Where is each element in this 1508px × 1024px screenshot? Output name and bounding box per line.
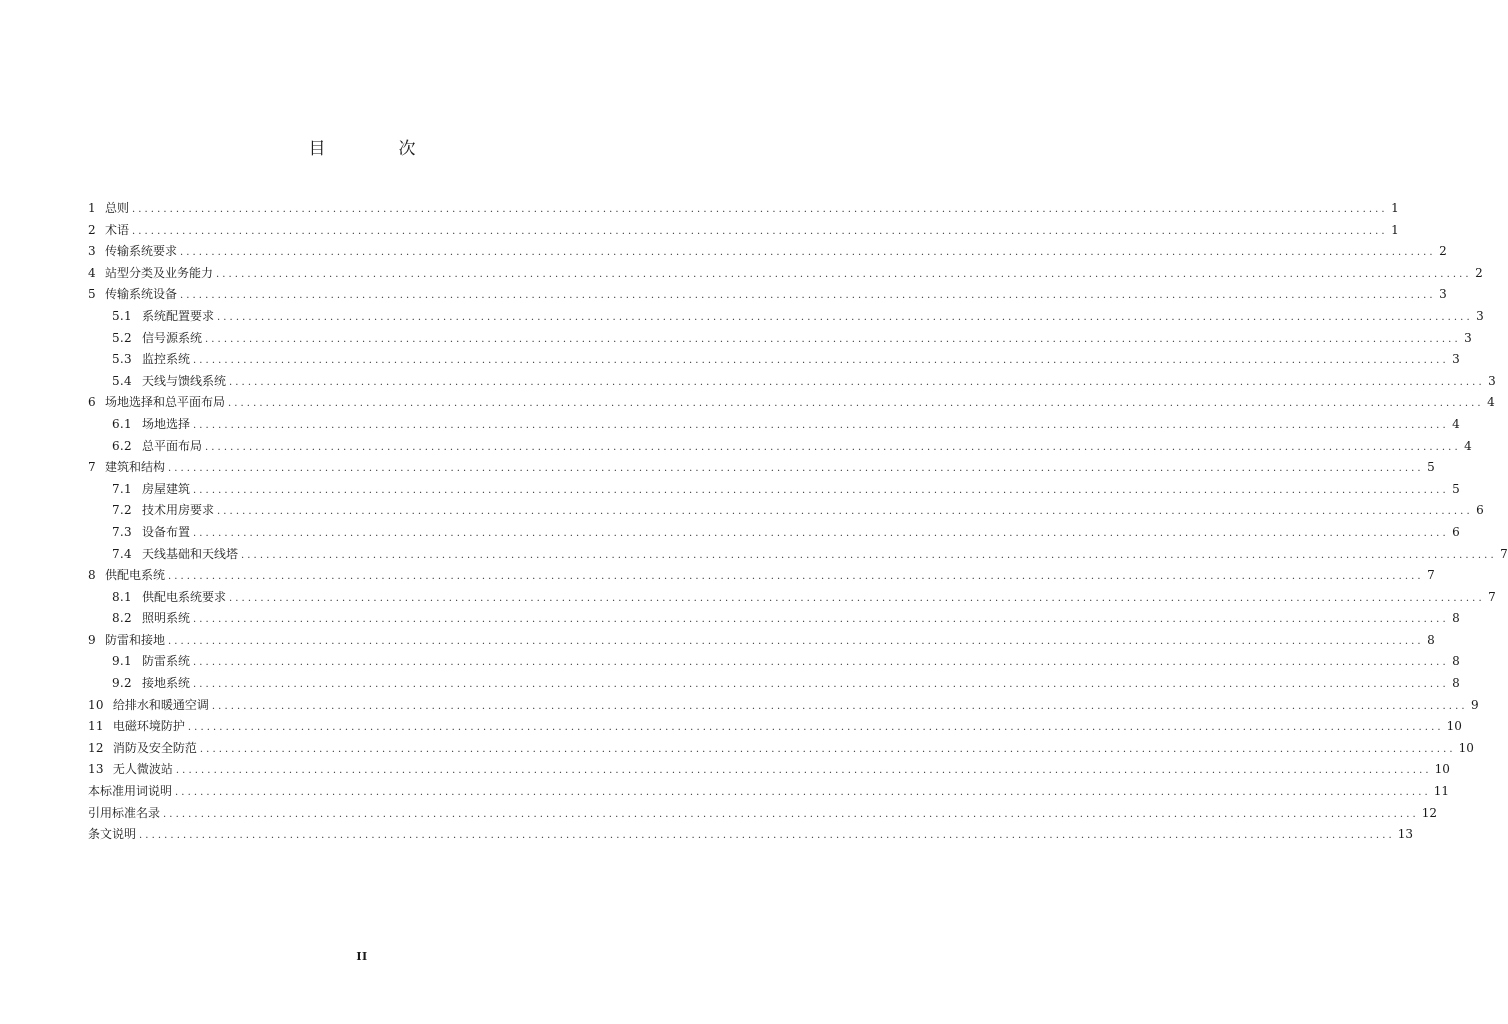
toc-entry-number: 7.3 [112,524,132,539]
toc-entry-number: 5.4 [112,373,132,388]
toc-entry-label: 消防及安全防范 [112,740,197,755]
toc-entry-label: 防雷和接地 [104,632,165,647]
toc-entry-number: 13 [88,762,104,777]
toc-entry[interactable] [88,436,1472,458]
toc-entry-page: 4 [1487,395,1495,410]
toc-entry-label: 无人微波站 [112,762,173,777]
toc-entry-label: 总则 [104,201,129,215]
toc-entry[interactable] [88,284,1447,306]
toc-entry-number: 8 [88,568,96,583]
toc-entry-page: 10 [1434,762,1450,777]
toc-entry-page: 2 [1475,265,1483,280]
toc-entry[interactable] [88,306,1484,328]
toc-dot-leader: ........................................................................................................................................................................................................ [131,225,1388,237]
toc-entry-number: 7.1 [112,481,132,496]
toc-entry[interactable] [88,673,1460,695]
toc-entry-number: 6.2 [112,438,132,453]
toc-entry[interactable] [88,349,1460,371]
toc-entry[interactable] [88,695,1479,717]
toc-entry-page: 8 [1452,676,1460,691]
toc-dot-leader: ........................................................................................................................................................................................................ [175,787,1431,799]
toc-entry-page: 10 [1458,740,1474,755]
toc-entry-label: 天线基础和天线塔 [141,546,238,561]
toc-entry-number: 9.1 [112,654,132,669]
toc-entry-number: 9.2 [112,676,132,691]
toc-entry[interactable] [88,414,1460,436]
toc-entry-label: 照明系统 [141,611,190,626]
toc-dot-leader: ........................................................................................................................................................................................................ [139,830,1395,842]
toc-entry-page: 8 [1452,654,1460,669]
toc-entry-label: 房屋建筑 [141,481,190,496]
toc-dot-leader: ........................................................................................................................................................................................................ [193,484,1449,496]
toc-dot-leader: ........................................................................................................................................................................................................ [205,333,1461,345]
toc-entry-number: 7.2 [112,503,132,518]
toc-entry[interactable] [88,220,1399,242]
toc-entry[interactable] [88,457,1435,479]
toc-dot-leader: ........................................................................................................................................................................................................ [217,506,1473,518]
toc-entry-page: 7 [1488,589,1496,604]
toc-entry-page: 6 [1476,503,1484,518]
toc-dot-leader: ........................................................................................................................................................................................................ [163,808,1419,820]
toc-dot-leader: ........................................................................................................................................................................................................ [193,355,1449,367]
toc-entry-label: 信号源系统 [141,330,202,345]
toc-entry[interactable] [88,522,1460,544]
toc-entry-number: 6 [88,395,96,410]
toc-entry-label: 供配电系统要求 [141,589,226,604]
toc-entry-label: 供配电系统 [104,568,165,583]
toc-dot-leader: ........................................................................................................................................................................................................ [211,700,1468,712]
toc-entry-page: 2 [1439,244,1447,259]
toc-entry-page: 1 [1391,222,1399,237]
toc-entry-label: 术语 [104,222,129,237]
toc-entry[interactable] [88,371,1496,393]
toc-dot-leader: ........................................................................................................................................................................................................ [187,722,1444,734]
toc-dot-leader: ........................................................................................................................................................................................................ [227,398,1484,410]
toc-dot-leader: ........................................................................................................................................................................................................ [229,376,1485,388]
toc-entry[interactable] [88,738,1474,760]
toc-title: 目 次 [308,139,444,159]
toc-dot-leader: ........................................................................................................................................................................................................ [179,247,1436,259]
toc-entry-number: 3 [88,244,96,259]
toc-entry-number: 6.1 [112,416,132,431]
toc-entry[interactable] [88,392,1495,414]
toc-dot-leader: ........................................................................................................................................................................................................ [241,549,1497,561]
toc-entry-number: 10 [88,697,104,712]
toc-entry-page: 3 [1452,352,1460,367]
table-of-contents [88,198,1508,846]
toc-dot-leader: ........................................................................................................................................................................................................ [167,571,1424,583]
toc-entry-label: 接地系统 [141,676,190,691]
toc-entry-number: 5.3 [112,352,132,367]
toc-entry-number: 12 [88,740,104,755]
toc-entry-number: 4 [88,265,96,280]
toc-entry-page: 3 [1476,308,1484,323]
toc-entry-label: 传输系统要求 [104,244,177,259]
toc-entry[interactable] [88,479,1460,501]
toc-entry-label: 监控系统 [141,352,190,367]
toc-entry-number: 8.1 [112,589,132,604]
toc-entry-page: 5 [1427,460,1435,475]
toc-entry[interactable] [88,803,1438,825]
toc-entry-number: 1 [88,201,96,215]
toc-entry-number: 11 [88,719,104,734]
toc-entry-label: 电磁环境防护 [112,719,185,734]
toc-entry-page: 3 [1464,330,1472,345]
toc-entry-page: 9 [1471,697,1479,712]
toc-entry[interactable] [88,608,1460,630]
toc-entry[interactable] [88,651,1460,673]
toc-entry-number: 5.2 [112,330,132,345]
toc-entry-page: 8 [1427,632,1435,647]
toc-entry-label: 场地选择 [141,416,190,431]
toc-dot-leader: ........................................................................................................................................................................................................ [193,527,1449,539]
toc-entry-label: 防雷系统 [141,654,190,669]
toc-entry[interactable] [88,781,1450,803]
toc-entry-number: 7.4 [112,546,132,561]
toc-dot-leader: ........................................................................................................................................................................................................ [193,657,1449,669]
toc-entry[interactable] [88,241,1447,263]
toc-entry-number: 5 [88,287,96,302]
toc-entry-label: 技术用房要求 [141,503,214,518]
toc-entry-page: 3 [1439,287,1447,302]
toc-dot-leader: ........................................................................................................................................................................................................ [179,290,1436,302]
toc-entry-label: 设备布置 [141,524,190,539]
toc-entry[interactable] [88,263,1483,285]
toc-entry-page: 10 [1446,719,1462,734]
toc-dot-leader: ........................................................................................................................................................................................................ [205,441,1461,453]
toc-entry-label: 给排水和暖通空调 [112,697,209,712]
toc-entry[interactable] [88,587,1496,609]
toc-entry-page: 1 [1391,201,1399,215]
toc-entry-number: 2 [88,222,96,237]
toc-entry-label: 站型分类及业务能力 [104,265,213,280]
toc-entry-label: 场地选择和总平面布局 [104,395,225,410]
toc-entry[interactable] [88,328,1472,350]
toc-entry-number: 7 [88,460,96,475]
toc-dot-leader: ........................................................................................................................................................................................................ [167,635,1424,647]
toc-entry[interactable] [88,630,1435,652]
toc-entry-label: 天线与馈线系统 [141,373,226,388]
toc-dot-leader: ........................................................................................................................................................................................................ [167,463,1424,475]
toc-entry[interactable] [88,565,1435,587]
toc-entry-number: 8.2 [112,611,132,626]
toc-dot-leader: ........................................................................................................................................................................................................ [229,592,1485,604]
toc-entry-number: 5.1 [112,308,132,323]
toc-entry-label: 条文说明 [88,827,137,842]
toc-entry-page: 8 [1452,611,1460,626]
toc-entry-page: 6 [1452,524,1460,539]
toc-dot-leader: ........................................................................................................................................................................................................ [193,614,1449,626]
toc-dot-leader: ........................................................................................................................................................................................................ [193,679,1449,691]
toc-entry-label: 本标准用词说明 [88,784,173,799]
toc-dot-leader: ........................................................................................................................................................................................................ [131,204,1388,215]
page-number: II [356,950,368,963]
toc-entry[interactable] [88,500,1484,522]
toc-entry[interactable] [88,544,1508,566]
toc-entry-page: 3 [1488,373,1496,388]
toc-dot-leader: ........................................................................................................................................................................................................ [175,765,1432,777]
toc-entry-page: 7 [1500,546,1508,561]
toc-entry-page: 7 [1427,568,1435,583]
toc-entry[interactable] [88,716,1462,738]
toc-dot-leader: ........................................................................................................................................................................................................ [215,268,1472,280]
toc-dot-leader: ........................................................................................................................................................................................................ [193,419,1449,431]
toc-entry-label: 总平面布局 [141,438,202,453]
toc-entry-page: 4 [1452,416,1460,431]
toc-entry-label: 引用标准名录 [88,805,161,820]
toc-entry-label: 建筑和结构 [104,460,165,475]
toc-entry-page: 12 [1421,805,1438,820]
toc-entry-number: 9 [88,632,96,647]
toc-entry-page: 5 [1452,481,1460,496]
toc-entry-label: 传输系统设备 [104,287,177,302]
toc-dot-leader: ........................................................................................................................................................................................................ [199,743,1456,755]
toc-entry-page: 4 [1464,438,1472,453]
toc-entry[interactable] [88,198,1399,220]
toc-entry[interactable] [88,759,1450,781]
toc-dot-leader: ........................................................................................................................................................................................................ [217,311,1473,323]
toc-entry-label: 系统配置要求 [141,308,214,323]
toc-entry-page: 13 [1397,827,1414,842]
toc-entry-page: 11 [1433,784,1450,799]
toc-entry[interactable] [88,824,1414,846]
